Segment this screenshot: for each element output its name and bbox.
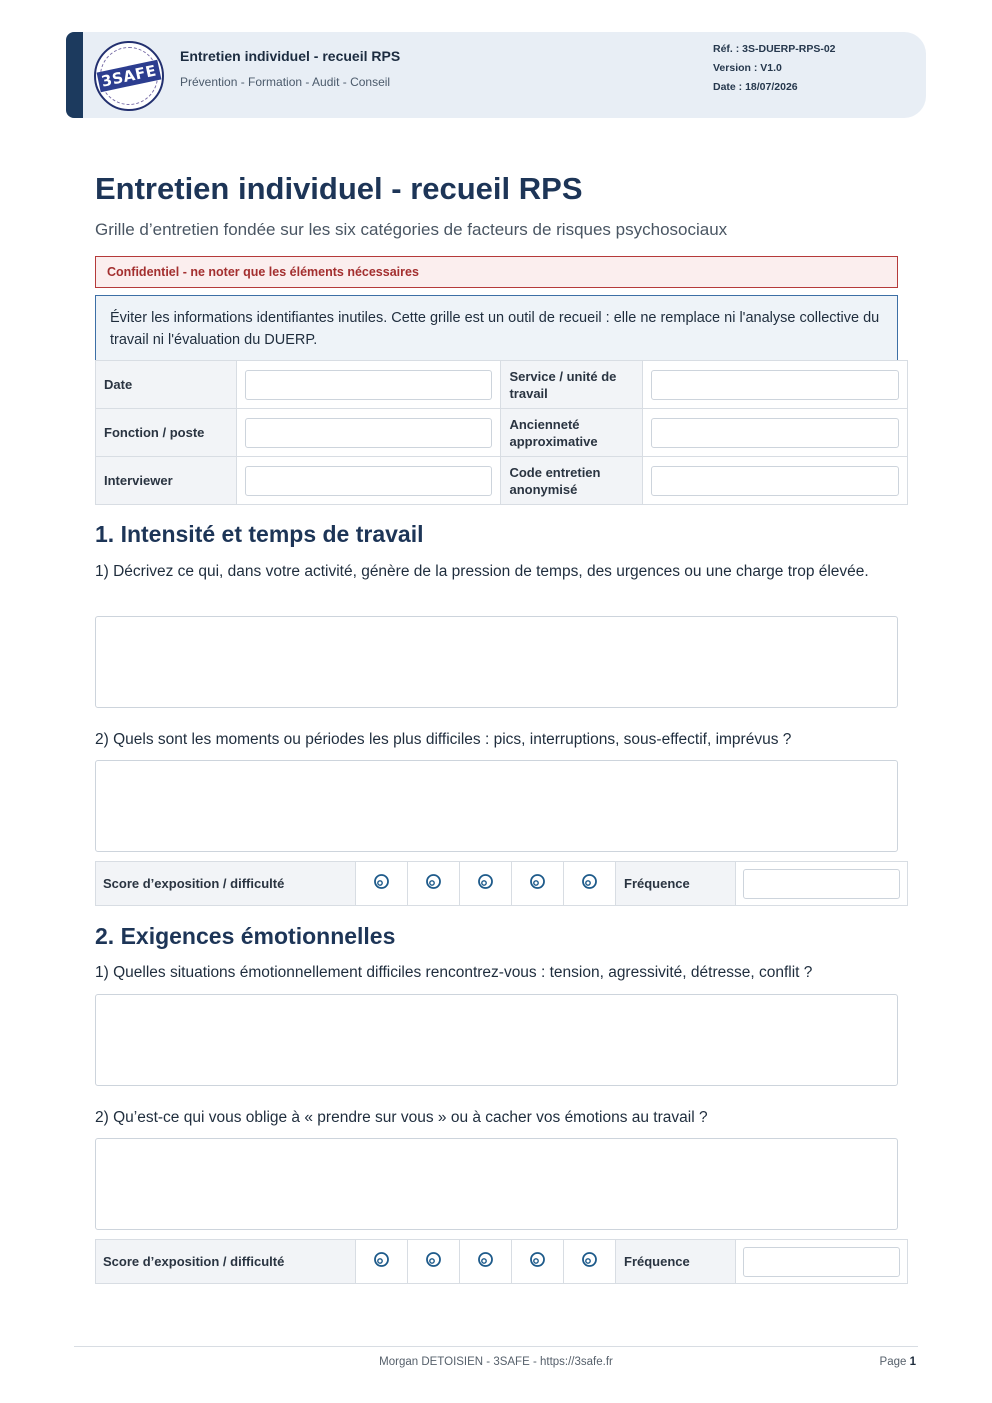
frequency-field[interactable] <box>743 1247 900 1277</box>
table-row <box>96 409 908 457</box>
frequency-field[interactable] <box>743 869 900 899</box>
score-radio-1[interactable] <box>373 873 390 890</box>
document-header <box>66 32 926 118</box>
table-row <box>96 457 908 505</box>
score-radio-3[interactable] <box>477 1251 494 1268</box>
page-indicator <box>880 1356 916 1368</box>
section-1-question-2: 2) Quels sont les moments ou périodes les plus difficiles : pics, interruptions, sous-effectif, imprévus ? <box>95 731 792 748</box>
header-subtitle: Prévention - Formation - Audit - Conseil <box>180 75 391 89</box>
date-field[interactable] <box>245 370 493 400</box>
frequency-label: Fréquence <box>616 862 736 906</box>
service-label: Service / unité de travail <box>501 361 643 409</box>
confidential-banner: Confidentiel - ne noter que les éléments nécessaires <box>95 256 898 288</box>
fonction-field[interactable] <box>245 418 493 448</box>
header-accent-bar <box>66 32 83 118</box>
logo-text: 3SAFE <box>97 60 162 92</box>
score-radio-5[interactable] <box>581 1251 598 1268</box>
footer-credit: Morgan DETOISIEN - 3SAFE - https://3safe.fr <box>379 1356 613 1368</box>
anciennete-label: Ancienneté approximative <box>501 409 643 457</box>
logo-ring <box>100 47 158 105</box>
table-row <box>96 862 908 906</box>
section-2-answer-1[interactable] <box>95 994 898 1086</box>
code-label: Code entretien anonymisé <box>501 457 643 505</box>
score-radio-4[interactable] <box>529 873 546 890</box>
section-2-score-table <box>95 1239 908 1284</box>
score-radio-2[interactable] <box>425 873 442 890</box>
page-number: 1 <box>909 1356 916 1368</box>
document-reference: Réf. : 3S-DUERP-RPS-02 <box>713 43 836 55</box>
section-1-answer-2[interactable] <box>95 760 898 852</box>
header-title: Entretien individuel - recueil RPS <box>180 48 401 64</box>
code-field[interactable] <box>651 466 899 496</box>
document-meta <box>713 40 836 97</box>
frequency-label: Fréquence <box>616 1240 736 1284</box>
footer-divider <box>74 1346 918 1347</box>
section-1-question-1: 1) Décrivez ce qui, dans votre activité, génère de la pression de temps, des urgences ou une charge trop élevée. <box>95 563 869 580</box>
company-logo <box>94 41 164 111</box>
score-radio-1[interactable] <box>373 1251 390 1268</box>
page-label: Page <box>879 1356 907 1368</box>
date-label: Date <box>96 361 237 409</box>
page-title: Entretien individuel - recueil RPS <box>95 171 583 206</box>
score-radio-3[interactable] <box>477 873 494 890</box>
fonction-label: Fonction / poste <box>96 409 237 457</box>
document-version: Version : V1.0 <box>713 62 782 74</box>
section-1-score-table <box>95 861 908 906</box>
section-1-answer-1[interactable] <box>95 616 898 708</box>
service-field[interactable] <box>651 370 899 400</box>
section-1-heading: 1. Intensité et temps de travail <box>95 521 424 547</box>
info-note: Éviter les informations identifiantes inutiles. Cette grille est un outil de recueil : elle ne remplace ni l'analyse collective du travail ni l'évaluation du DUERP. <box>95 295 898 361</box>
document-date: Date : 18/07/2026 <box>713 81 798 93</box>
section-2-answer-2[interactable] <box>95 1138 898 1230</box>
section-2-question-2: 2) Qu’est-ce qui vous oblige à « prendre sur vous » ou à cacher vos émotions au travail ? <box>95 1109 708 1126</box>
table-row <box>96 361 908 409</box>
score-label: Score d’exposition / difficulté <box>96 1240 356 1284</box>
score-label: Score d’exposition / difficulté <box>96 862 356 906</box>
score-radio-2[interactable] <box>425 1251 442 1268</box>
score-radio-4[interactable] <box>529 1251 546 1268</box>
section-2-heading: 2. Exigences émotionnelles <box>95 923 396 949</box>
anciennete-field[interactable] <box>651 418 899 448</box>
section-2-question-1: 1) Quelles situations émotionnellement difficiles rencontrez-vous : tension, agressivité, détresse, conflit ? <box>95 964 813 981</box>
table-row <box>96 1240 908 1284</box>
interviewer-label: Interviewer <box>96 457 237 505</box>
page-subtitle: Grille d’entretien fondée sur les six catégories de facteurs de risques psychosociaux <box>95 220 728 239</box>
interview-info-table <box>95 360 908 505</box>
score-radio-5[interactable] <box>581 873 598 890</box>
interviewer-field[interactable] <box>245 466 493 496</box>
